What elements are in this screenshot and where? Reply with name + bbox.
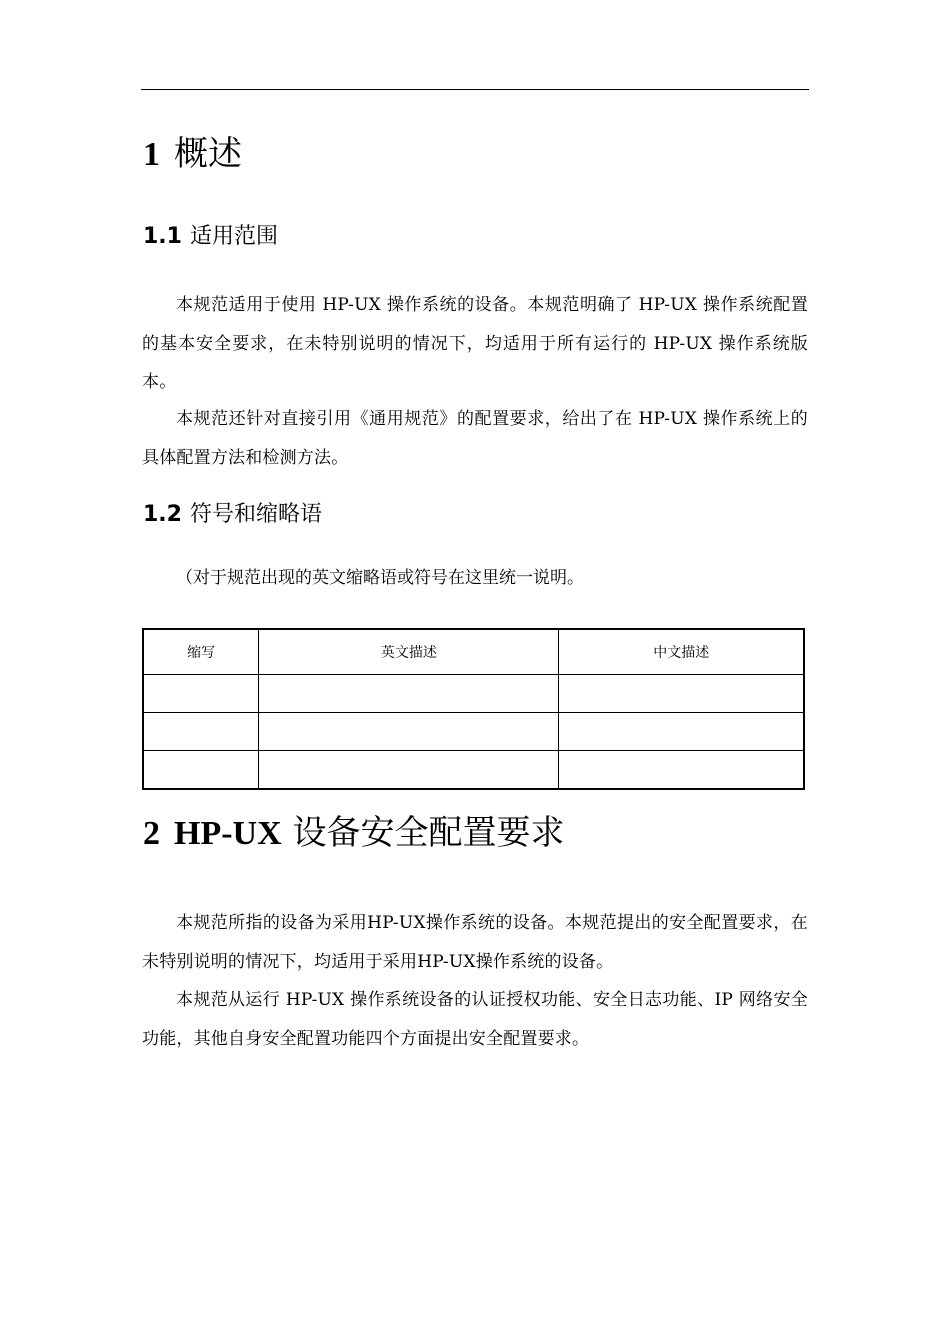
table-cell bbox=[259, 675, 559, 713]
subsection-1-2-heading bbox=[143, 501, 322, 529]
section-title: 设备安全配置要求 bbox=[292, 813, 565, 853]
paragraph: 本规范所指的设备为采用HP-UX操作系统的设备。本规范提出的安全配置要求，在未特别说明的情况下，均适用于采用HP-UX操作系统的设备。 bbox=[142, 913, 808, 972]
table-cell bbox=[143, 675, 259, 713]
column-header: 英文描述 bbox=[259, 629, 559, 675]
table-cell bbox=[259, 751, 559, 790]
table-cell bbox=[259, 713, 559, 751]
table-cell bbox=[559, 675, 804, 713]
subsection-title: 符号和缩略语 bbox=[189, 502, 322, 527]
paragraph: 本规范还针对直接引用《通用规范》的配置要求，给出了在 HP-UX 操作系统上的具体配置方法和检测方法。 bbox=[142, 409, 808, 468]
section-title-product: HP-UX bbox=[174, 815, 282, 852]
table-cell bbox=[559, 751, 804, 790]
table-row bbox=[143, 751, 804, 790]
table-row bbox=[143, 713, 804, 751]
subsection-number: 1.2 bbox=[143, 502, 182, 527]
paragraph: 本规范从运行 HP-UX 操作系统设备的认证授权功能、安全日志功能、IP 网络安全功能，其他自身安全配置功能四个方面提出安全配置要求。 bbox=[142, 990, 808, 1049]
header-rule bbox=[141, 89, 809, 90]
table-header-row bbox=[143, 629, 804, 675]
column-header: 中文描述 bbox=[559, 629, 804, 675]
abbreviation-table bbox=[142, 628, 805, 790]
table-cell bbox=[559, 713, 804, 751]
subsection-number: 1.1 bbox=[143, 224, 182, 249]
section-number: 2 bbox=[143, 815, 160, 852]
table-cell bbox=[143, 713, 259, 751]
section-1-heading bbox=[143, 134, 242, 175]
subsection-1-1-heading bbox=[143, 223, 278, 251]
section-2-heading bbox=[143, 813, 564, 854]
section-number: 1 bbox=[143, 136, 160, 173]
subsection-title: 适用范围 bbox=[189, 224, 278, 249]
abbreviation-note: （对于规范出现的英文缩略语或符号在这里统一说明。 bbox=[176, 568, 584, 588]
table-cell bbox=[143, 751, 259, 790]
paragraph: 本规范适用于使用 HP-UX 操作系统的设备。本规范明确了 HP-UX 操作系统配置的基本安全要求，在未特别说明的情况下，均适用于所有运行的 HP-UX 操作系统版本。 bbox=[142, 295, 808, 392]
section-title: 概述 bbox=[174, 134, 242, 174]
column-header: 缩写 bbox=[143, 629, 259, 675]
table-row bbox=[143, 675, 804, 713]
